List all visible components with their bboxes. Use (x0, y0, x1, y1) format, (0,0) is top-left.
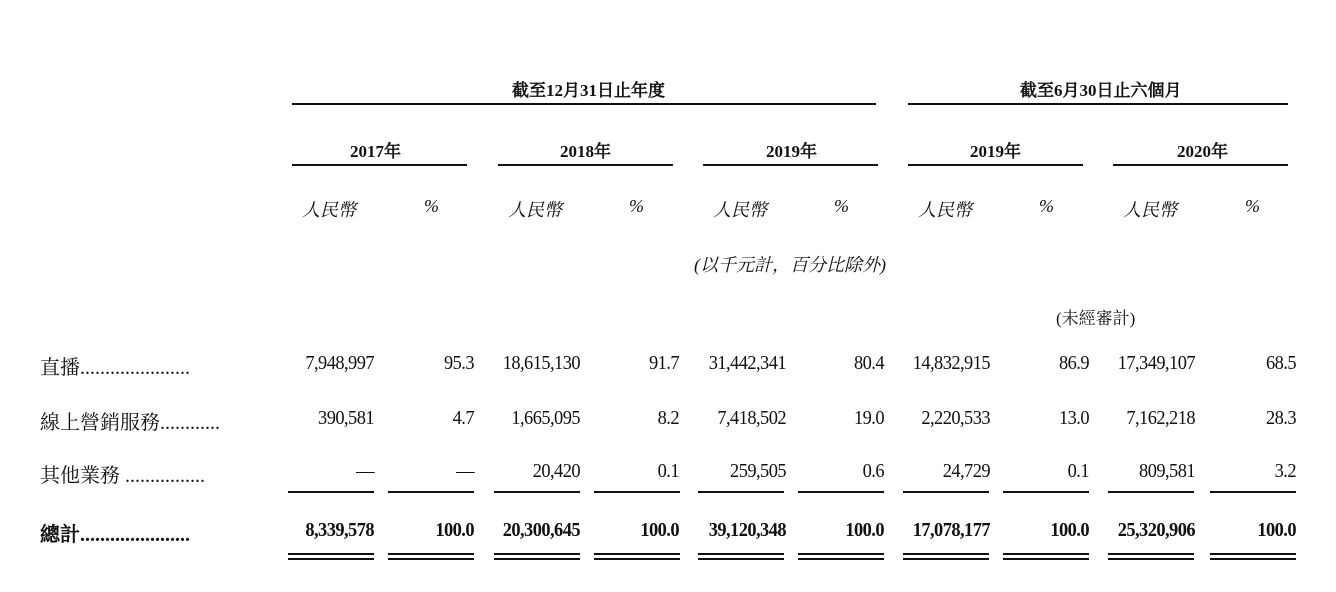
total-cell: 100.0 (1050, 519, 1089, 541)
subtotal-rule (388, 491, 474, 493)
total-double-rule (594, 558, 680, 560)
total-double-rule (903, 553, 989, 555)
total-double-rule (1003, 553, 1089, 555)
table-cell: 13.0 (1058, 407, 1089, 429)
subtotal-rule (698, 491, 784, 493)
table-cell: 20,420 (532, 460, 580, 482)
row-label-livestream: 直播...................... (40, 357, 190, 379)
table-cell: 259,505 (730, 460, 786, 482)
total-cell: 39,120,348 (708, 519, 786, 541)
table-cell: 28.3 (1265, 407, 1296, 429)
currency-label-2019-interim: 人民幣 (918, 200, 972, 220)
table-cell: 19.0 (853, 407, 884, 429)
year-header-2020: 2020年 (1177, 142, 1228, 161)
total-double-rule (288, 558, 374, 560)
table-cell: 91.7 (648, 352, 679, 374)
total-double-rule (388, 558, 474, 560)
table-cell: 18,615,130 (502, 352, 580, 374)
table-cell: 3.2 (1274, 460, 1296, 482)
table-cell: 7,418,502 (717, 407, 786, 429)
table-cell: 2,220,533 (921, 407, 990, 429)
table-cell: 80.4 (853, 352, 884, 374)
year-header-2018: 2018年 (560, 142, 611, 161)
year-header-2020-rule (1113, 164, 1288, 166)
table-cell: 31,442,341 (708, 352, 786, 374)
percent-label-2019-annual: % (834, 196, 849, 216)
subtotal-rule (903, 491, 989, 493)
table-cell: 24,729 (942, 460, 990, 482)
year-header-2018-rule (498, 164, 673, 166)
total-cell: 8,339,578 (305, 519, 374, 541)
total-cell: 100.0 (1257, 519, 1296, 541)
percent-label-2018: % (629, 196, 644, 216)
year-header-2019-interim: 2019年 (970, 142, 1021, 161)
year-header-2019-annual: 2019年 (766, 142, 817, 161)
year-header-2017: 2017年 (350, 142, 401, 161)
percent-label-2019-interim: % (1039, 196, 1054, 216)
total-double-rule (1003, 558, 1089, 560)
total-double-rule (1210, 558, 1296, 560)
total-cell: 100.0 (845, 519, 884, 541)
period-header-annual: 截至12月31日止年度 (512, 81, 665, 100)
table-cell: 68.5 (1265, 352, 1296, 374)
table-cell: — (356, 460, 374, 482)
currency-label-2020: 人民幣 (1123, 200, 1177, 220)
period-header-interim: 截至6月30日止六個月 (1020, 81, 1182, 100)
total-double-rule (903, 558, 989, 560)
total-cell: 100.0 (435, 519, 474, 541)
table-cell: 0.6 (862, 460, 884, 482)
table-cell: — (456, 460, 474, 482)
percent-label-2017: % (424, 196, 439, 216)
total-double-rule (494, 558, 580, 560)
year-header-2017-rule (292, 164, 467, 166)
total-double-rule (594, 553, 680, 555)
table-cell: 7,948,997 (305, 352, 374, 374)
currency-label-2017: 人民幣 (302, 200, 356, 220)
table-cell: 14,832,915 (912, 352, 990, 374)
subtotal-rule (1003, 491, 1089, 493)
period-header-annual-rule (292, 103, 876, 105)
table-cell: 0.1 (657, 460, 679, 482)
table-cell: 4.7 (452, 407, 474, 429)
table-cell: 809,581 (1139, 460, 1195, 482)
currency-label-2018: 人民幣 (508, 200, 562, 220)
total-double-rule (388, 553, 474, 555)
total-double-rule (798, 558, 884, 560)
total-cell: 20,300,645 (502, 519, 580, 541)
table-cell: 390,581 (318, 407, 374, 429)
percent-label-2020: % (1245, 196, 1260, 216)
table-cell: 7,162,218 (1126, 407, 1195, 429)
table-cell: 95.3 (443, 352, 474, 374)
total-double-rule (288, 553, 374, 555)
year-header-2019-interim-rule (908, 164, 1083, 166)
subtotal-rule (594, 491, 680, 493)
table-cell: 1,665,095 (511, 407, 580, 429)
table-cell: 17,349,107 (1117, 352, 1195, 374)
total-cell: 100.0 (640, 519, 679, 541)
total-cell: 17,078,177 (912, 519, 990, 541)
total-double-rule (1108, 558, 1194, 560)
total-cell: 25,320,906 (1117, 519, 1195, 541)
total-double-rule (1210, 553, 1296, 555)
period-header-interim-rule (908, 103, 1288, 105)
row-label-online-marketing: 線上營銷服務............ (40, 412, 220, 434)
table-cell: 0.1 (1067, 460, 1089, 482)
total-double-rule (798, 553, 884, 555)
table-cell: 8.2 (657, 407, 679, 429)
unit-note: (以千元計，百分比除外) (694, 255, 886, 275)
table-cell: 86.9 (1058, 352, 1089, 374)
currency-label-2019-annual: 人民幣 (713, 200, 767, 220)
row-label-other-business: 其他業務 ................ (40, 465, 205, 487)
subtotal-rule (1210, 491, 1296, 493)
row-label-total: 總計...................... (40, 524, 190, 546)
total-double-rule (494, 553, 580, 555)
subtotal-rule (288, 491, 374, 493)
total-double-rule (698, 558, 784, 560)
year-header-2019-annual-rule (703, 164, 878, 166)
unaudited-note: (未經審計) (1056, 309, 1136, 328)
subtotal-rule (494, 491, 580, 493)
total-double-rule (1108, 553, 1194, 555)
total-double-rule (698, 553, 784, 555)
subtotal-rule (798, 491, 884, 493)
subtotal-rule (1108, 491, 1194, 493)
